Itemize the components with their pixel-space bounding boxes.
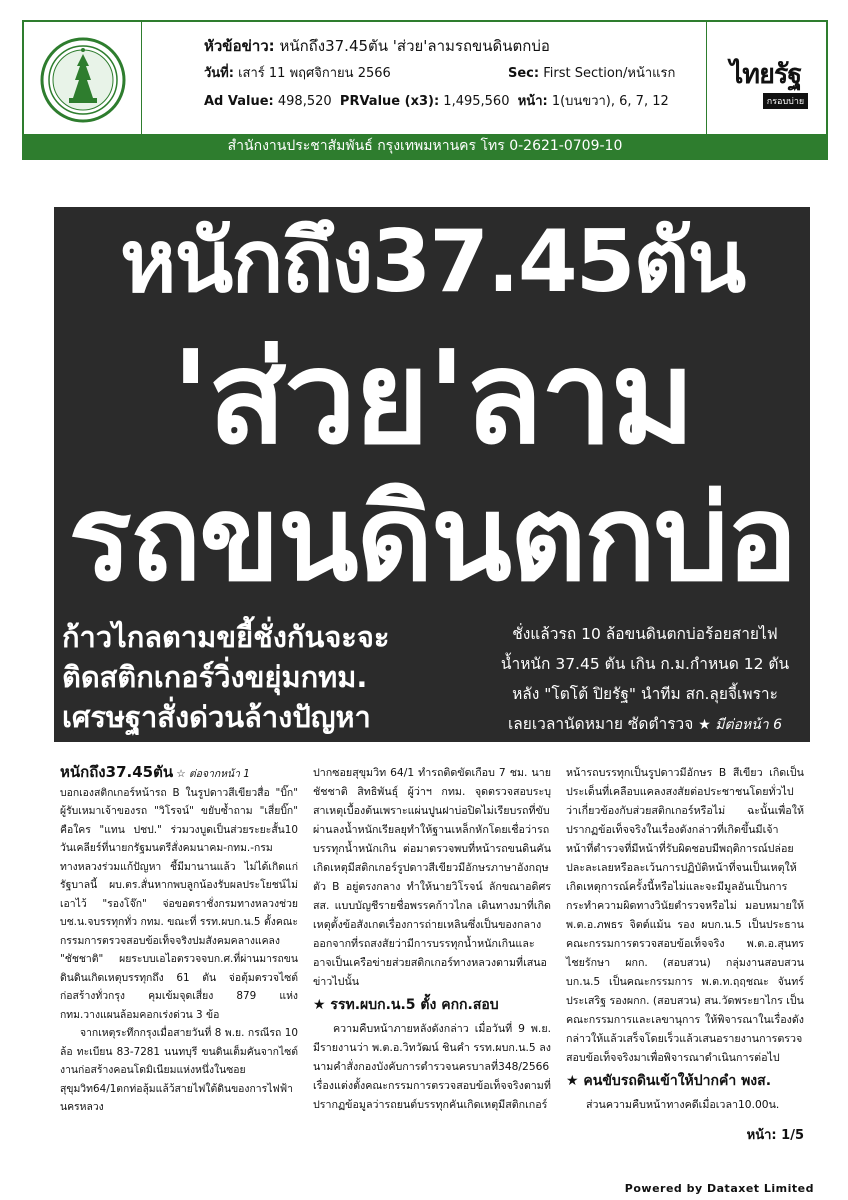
col2-subheading: ★ รรท.ผบก.น.5 ตั้ง คกก.สอบ — [313, 997, 499, 1013]
headline-row — [204, 34, 684, 62]
lead-line — [60, 763, 298, 784]
article-column-1 — [60, 763, 298, 1117]
subheadline-line-2: ติดสติกเกอร์วิ่งขยุ่มกทม. — [62, 660, 368, 694]
headline-line-1: หนักถึง37.45ตัน — [119, 212, 745, 312]
ad-value-label: Ad Value: — [204, 94, 274, 109]
summary-line-4-text: เลยเวลานัดหมาย ซัดตำรวจ — [507, 715, 694, 733]
page-value: 1(บนขวา), 6, 7, 12 — [551, 94, 669, 109]
col3-paragraph-1: หน้ารถบรรทุกเป็นรูปดาวมีอักษร B สีเขียว เกิดเป็นประเด็นที่เคลือบแคลงสงสัยต่อประชาชนโดยทั่วไปว่าเกี่ยวข้องกับส่วยสติกเกอร์หรือไม่ ฉะนั้นเพื่อให้ปรากฏข้อเท็จจริงในเรื่องดังกล่าวที่เกิดขึ้นมีเจ้าหน้าที่ตำรวจที่มีหน้าที่รับผิดชอบมีพฤติการณ์ปล่อยปละละเลยหรือละเว้นการปฏิบัติหน้าที่จนเป็นเหตุให้เกิดเหตุการณ์ครั้งนี้หรือไม่และจะมีมูลอันเป็นการกระทำความผิดทางวินัยตำรวจหรือไม่ มอบหมายให้ พ.ต.อ.ภพธร จิตต์แม้น รอง ผบก.น.5 เป็นประธานคณะกรรมการตรวจสอบข้อเท็จจริง พ.ต.อ.สุนทร ไชยรักษา ผกก. (สอบสวน) กลุ่มงานสอบสวน บก.น.5 เป็นคณะกรรมการ พ.ต.ท.ฤฤชณะ จันทร์ประเสริฐ รองผกก. (สอบสวน) สน.วัดพระยาไกร เป็นคณะกรรมการและเลขานุการ ให้พิจารณาในเรื่องดังกล่าวให้แล้วเสร็จโดยเร็วแล้วเสนอรายงานการตรวจสอบข้อเท็จจริงมาเพื่อพิจารณาดำเนินการต่อไป — [566, 766, 804, 1064]
section-label: Sec: — [508, 66, 540, 81]
summary-block — [484, 619, 806, 740]
date-label: วันที่: — [204, 66, 234, 81]
col2-paragraph-1: ปากซอยสุขุมวิท 64/1 ทำรถติดขัดเกือบ 7 ชม. นายชัชชาติ สิทธิพันธุ์ ผู้ว่าฯ กทม. จุดตรวจสอบระบุสาเหตุเบื้องต้นเพราะแผ่นปูนฝาบ่อปิดไม่เรียบรถที่ขับผ่านลงน้ำหนักเรียลยุทำให้ฐานเหล็กหักโดยเชื่อว่ารถบรรทุกน้ำหนักเกิน ต่อมาตรวจพบที่หน้ารถขนดินคันเกิดเหตุมีสติกเกอร์รูปดาวสีเขียวมีอักษรภาษาอังกฤษตัว B อยู่ตรงกลาง ทำให้นายวิโรจน์ ลักขณาอดิศร สส. แบบบัญชีรายชื่อพรรคก้าวไกล เดินทางมาที่เกิดเหตุตั้งข้อสังเกตเรื่องการถ่ายเหลินซึ่งเป็นของกลางออกจากที่รถสงสัยว่ามีการบรรทุกน้ำหนักเกินและอาจเป็นเครือข่ายส่วยสติกเกอร์ทางหลวงตามที่เสนอข่าวไปนั้น — [313, 766, 551, 988]
section-info — [508, 62, 675, 83]
summary-line-1: ชั่งแล้วรถ 10 ล้อขนดินตกบ่อร้อยสายไฟ — [512, 625, 778, 643]
page-label: หน้า: — [517, 94, 548, 109]
thairath-logo — [706, 22, 824, 138]
headline-banner — [54, 207, 810, 742]
date-row — [204, 62, 684, 90]
headline-label: หัวข้อข่าว: — [204, 37, 275, 55]
bangkok-seal-logo — [24, 22, 142, 138]
paper-edition: กรอบบ่าย — [763, 93, 808, 109]
subheadline — [62, 617, 482, 737]
subheadline-line-1: ก้าวไกลตามขยี้ชั่งกันจะจะ — [62, 620, 390, 654]
summary-line-2: น้ำหนัก 37.45 ตัน เกิน ก.ม.กำหนด 12 ตัน — [500, 655, 790, 673]
summary-line-3: หลัง "โตโต้ ปิยรัฐ" นำทีม สก.ลุยจี้เพราะ — [512, 685, 778, 703]
summary-line-4 — [484, 709, 806, 740]
paper-name: ไทยรัฐ — [729, 58, 802, 90]
clipping-header — [22, 20, 828, 160]
date-value: เสาร์ 11 พฤศจิกายน 2566 — [238, 66, 391, 81]
continued-note: ★ มีต่อหน้า 6 — [698, 717, 783, 733]
section-value: First Section/หน้าแรก — [543, 66, 676, 81]
col2-paragraph-2: ความคืบหน้าภายหลังดังกล่าว เมื่อวันที่ 9 พ.ย. มีรายงานว่า พ.ต.อ.วิทวัฒน์ ชินคำ รรท.ผบก.น.5 ลงนามคำสั่งกองบังคับการตำรวจนครบาลที่348/2566 เรื่องแต่งตั้งคณะกรรมการตรวจสอบข้อเท็จจริงตามที่ปรากฏข้อมูลว่ารถยนต์บรรทุกคันเกิดเหตุมีสติกเกอร์ — [313, 1022, 551, 1111]
article-column-2 — [313, 763, 551, 1114]
col3-paragraph-2: ส่วนความคืบหน้าทางคดีเมื่อเวลา10.00น. — [586, 1098, 780, 1111]
pr-office-bar: สำนักงานประชาสัมพันธ์ กรุงเทพมหานคร โทร 0-2621-0709-10 — [24, 134, 826, 158]
lead-title: หนักถึง37.45ตัน — [60, 763, 174, 781]
article-column-3 — [566, 763, 804, 1114]
headline-line-3: รถขนดินตกบ่อ — [68, 469, 796, 607]
col1-paragraph-1: บอกเองสติกเกอร์หน้ารถ B ในรูปดาวสีเขียวสื่อ "บิ๊ก" ผู้รับเหมาเจ้าของรถ "วิโรจน์" ขยับซ้ำถาม "เสี่ยบิ๊ก" คือใคร "แทน ปชป." ร่วมวงบูดเป็นส่วยระยะสั้น10 วันเคลียร์ที่นายกรัฐมนตรีสั่งคมนาคม-กทม.-กรมทางหลวงร่วมแก้ปัญหา ชี้มีมานานแล้ว ไม่ได้เกิดแก่รัฐบาลนี้ ผบ.ตร.สั่นหากพบลูกน้องรับผลประโยชน์ไม่เอาไว้ "รองโจ๊ก" จ่อขอตราชั่งกรมทางหลวงช่วย บช.น.จบรรทุกทั่ว กทม. ขณะที่ รรท.ผบก.น.5 ตั้งคณะกรรมการตรวจสอบข้อเท็จจริงปมสังคมคลางแคลง "ชัชชาติ" ผยระบบเอไอตรวจจบก.ศ.ที่ผ่านมารถขนดินดินเกิดเหตุบรรทุกถึง 61 ตัน จ่อตุ้มตรวจไซต์ก่อสร้างทั่วกรุง คุมเข้มจุดเสี่ยง 879 แห่ง กทม.วางแผนล้อมคอกเร่งด่วน 3 ข้อ — [60, 786, 298, 1021]
subheadline-line-3: เศรษฐาสั่งด่วนล้างปัญหา — [62, 700, 371, 734]
headline-line-2: 'ส่วย'ลาม — [170, 324, 694, 473]
pr-value: 1,495,560 — [443, 94, 510, 109]
ad-value: 498,520 — [277, 94, 332, 109]
col3-subheading: ★ คนขับรถดินเข้าให้ปากคำ พงส. — [566, 1073, 772, 1089]
headline-value: หนักถึง37.45ตัน 'ส่วย'ลามรถขนดินตกบ่อ — [279, 37, 550, 55]
pr-value-label: PRValue (x3): — [339, 94, 440, 109]
page-indicator: หน้า: 1/5 — [746, 1128, 804, 1143]
clipping-info — [204, 34, 684, 118]
lead-continued: ☆ ต่อจากหน้า 1 — [176, 768, 250, 780]
col1-paragraph-2: จากเหตุระทึกกรุงเมื่อสายวันที่ 8 พ.ย. กรณีรถ 10 ล้อ ทะเบียน 83-7281 นนทบุรี ขนดินเต็มคันจากไซต์งานก่อสร้างคอนโดมิเนียมแห่งหนึ่งในซอยสุขุมวิท64/1ตกท่อลุ้มแล้ว้สายไฟใต้ดินของการไฟฟ้านครหลวง — [60, 1027, 298, 1113]
value-row — [204, 90, 684, 118]
bangkok-seal-icon — [39, 36, 127, 124]
powered-by: Powered by Dataxet Limited — [624, 1182, 814, 1195]
